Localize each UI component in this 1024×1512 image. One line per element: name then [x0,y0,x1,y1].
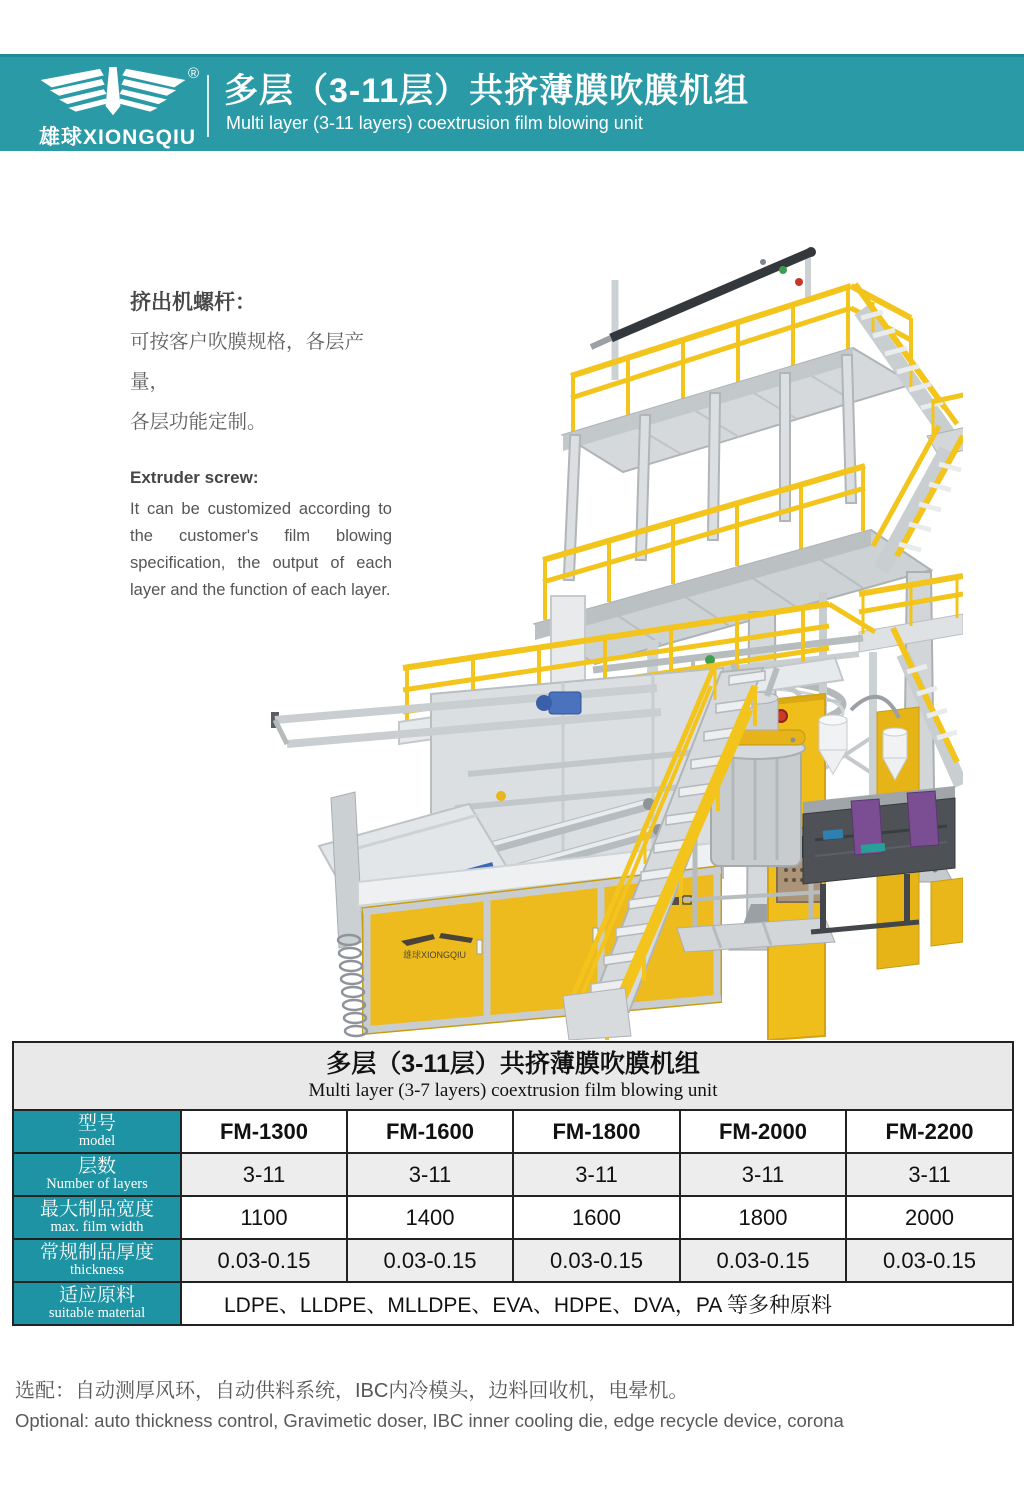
row-label-layers [13,1153,181,1196]
spec-cell: 0.03-0.15 [846,1239,1013,1282]
intro-body-cn-line2: 各层功能定制。 [130,411,267,433]
row-label-en: Number of layers [46,1176,148,1193]
row-label-cn: 层数 [77,1155,116,1177]
spec-cell: 1800 [680,1196,846,1239]
spec-cell-material: LDPE、LLDPE、MLLDPE、EVA、HDPE、DVA，PA 等多种原料 [181,1282,1013,1325]
table-row-material [13,1282,1013,1325]
brand-name-en: XIONGQIU [82,126,196,149]
spec-table [12,1041,1014,1326]
spec-cell: 3-11 [846,1153,1013,1196]
footer-optional [15,1376,844,1436]
spec-cell: 0.03-0.15 [680,1239,846,1282]
row-label-en: max. film width [50,1219,144,1236]
spec-cell: 3-11 [513,1153,680,1196]
page-title-en: Multi layer (3-11 layers) coextrusion film blowing unit [226,113,643,133]
table-title-row [13,1042,1013,1110]
brand-name [30,121,205,151]
spec-cell: 0.03-0.15 [513,1239,680,1282]
row-label-material [13,1282,181,1325]
spec-cell: FM-1300 [181,1110,347,1153]
spec-cell: 1400 [347,1196,513,1239]
row-label-cn: 型号 [77,1112,116,1134]
intro-body-en: It can be customized according to the customer's film blowing specification, the output of each layer and the function of each layer. [130,500,392,599]
xiongqiu-wings-icon [38,67,188,119]
row-label-en: thickness [70,1262,124,1279]
table-title-en: Multi layer (3-7 layers) coextrusion film blowing unit [308,1080,718,1102]
row-label-width [13,1196,181,1239]
row-label-cn: 最大制品宽度 [39,1198,154,1220]
spec-cell: 3-11 [680,1153,846,1196]
cabinet-logo-text: 雄球XIONGQIU [403,950,467,960]
row-label-cn: 适应原料 [58,1284,135,1306]
table-row-layers [13,1153,1013,1196]
table-row-width [13,1196,1013,1239]
spec-cell: 3-11 [347,1153,513,1196]
spec-cell: FM-2000 [680,1110,846,1153]
machine-photo [263,240,963,1040]
row-label-en: model [78,1133,116,1150]
table-row-thickness [13,1239,1013,1282]
spec-cell: FM-1800 [513,1110,680,1153]
table-title-cn: 多层（3-11层）共挤薄膜吹膜机组 [326,1049,700,1078]
brand-name-cn: 雄球 [38,126,83,149]
header-band [0,54,1024,151]
intro-heading-cn: 挤出机螺杆： [130,291,256,314]
header-divider [207,75,209,137]
page-title-cn: 多层（3-11层）共挤薄膜吹膜机组 [224,72,750,110]
spec-cell: 1600 [513,1196,680,1239]
table-row-model [13,1110,1013,1153]
registered-mark: ® [188,65,200,82]
spec-cell: 1100 [181,1196,347,1239]
row-label-en: suitable material [48,1305,146,1322]
row-label-model [13,1110,181,1153]
spec-cell: FM-1600 [347,1110,513,1153]
spec-cell: 2000 [846,1196,1013,1239]
brand-logo [30,65,205,149]
intro-heading-en: Extruder screw: [130,468,259,487]
table-title-cell [13,1042,1013,1110]
spec-cell: FM-2200 [846,1110,1013,1153]
spec-cell: 0.03-0.15 [347,1239,513,1282]
spec-cell: 3-11 [181,1153,347,1196]
intro-body-cn-line1: 可按客户吹膜规格，各层产量， [130,331,365,393]
footer-optional-cn: 选配：自动测厚风环，自动供料系统，IBC内冷模头，边料回收机，电晕机。 [15,1380,689,1402]
footer-optional-en: Optional: auto thickness control, Gravimetic doser, IBC inner cooling die, edge recycle device, corona [15,1410,844,1431]
row-label-thickness [13,1239,181,1282]
row-label-cn: 常规制品厚度 [39,1241,154,1263]
spec-cell: 0.03-0.15 [181,1239,347,1282]
